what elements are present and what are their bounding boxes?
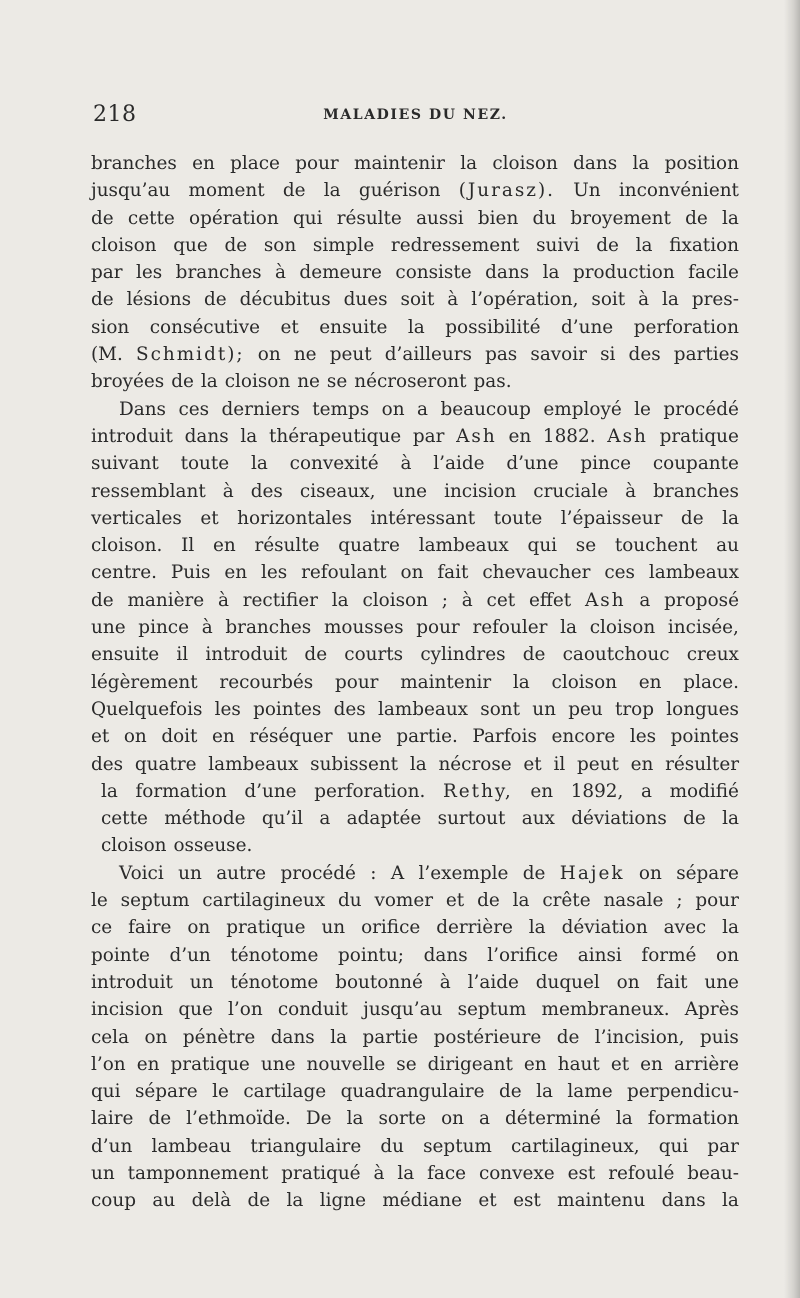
text-line: cela on pénètre dans la partie postérieure de l’incision, puis xyxy=(91,1026,739,1048)
text-line: cloison osseuse. xyxy=(101,835,253,857)
text-line: ressemblant à des ciseaux, une incision cruciale à branches xyxy=(91,480,739,502)
text-line: coup au delà de la ligne médiane et est maintenu dans la xyxy=(91,1190,739,1212)
page-header xyxy=(93,102,738,132)
text-line: de cette opération qui résulte aussi bien du broyement de la xyxy=(91,207,739,229)
text-line: Quelquefois les pointes des lambeaux sont un peu trop longues xyxy=(91,698,739,720)
running-title: MALADIES DU NEZ. xyxy=(323,107,508,123)
text-line: (M. Schmidt); on ne peut d’ailleurs pas savoir si des parties xyxy=(91,344,739,366)
text-line: le septum cartilagineux du vomer et de la crête nasale ; pour xyxy=(91,890,739,912)
body-text xyxy=(91,150,739,1215)
text-line: laire de l’ethmoïde. De la sorte on a déterminé la formation xyxy=(91,1108,739,1130)
text-line: jusqu’au moment de la guérison (Jurasz). Un inconvénient xyxy=(91,180,739,202)
text-line: une pince à branches mousses pour refouler la cloison incisée, xyxy=(91,617,739,639)
text-line: l’on en pratique une nouvelle se dirigeant en haut et en arrière xyxy=(91,1053,739,1075)
text-line: qui sépare le cartilage quadrangulaire de la lame perpendicu- xyxy=(91,1081,739,1103)
text-line: branches en place pour maintenir la cloison dans la position xyxy=(91,153,739,174)
text-line: cette méthode qu’il a adaptée surtout aux déviations de la xyxy=(101,808,739,830)
text-line: légèrement recourbés pour maintenir la cloison en place. xyxy=(91,671,739,693)
text-line: sion consécutive et ensuite la possibilité d’une perforation xyxy=(91,316,739,338)
text-line: d’un lambeau triangulaire du septum cartilagineux, qui par xyxy=(91,1135,739,1157)
text-line: Voici un autre procédé : A l’exemple de Hajek on sépare xyxy=(119,862,739,884)
text-line: introduit dans la thérapeutique par Ash en 1882. Ash pratique xyxy=(91,425,739,447)
page-edge-shadow xyxy=(784,0,800,1298)
text-line: incision que l’on conduit jusqu’au septum membraneux. Après xyxy=(91,999,739,1021)
text-line: broyées de la cloison ne se nécroseront pas. xyxy=(91,371,512,393)
text-line: des quatre lambeaux subissent la nécrose et il peut en résulter xyxy=(91,753,739,775)
text-line: de lésions de décubitus dues soit à l’opération, soit à la pres- xyxy=(91,289,739,311)
text-line: introduit un ténotome boutonné à l’aide duquel on fait une xyxy=(91,971,739,993)
text-line: cloison. Il en résulte quatre lambeaux qui se touchent au xyxy=(91,535,739,557)
text-line: verticales et horizontales intéressant toute l’épaisseur de la xyxy=(91,507,739,529)
text-line: la formation d’une perforation. Rethy, en 1892, a modifié xyxy=(101,780,739,802)
text-line: de manière à rectifier la cloison ; à cet effet Ash a proposé xyxy=(91,589,739,611)
text-line: ensuite il introduit de courts cylindres de caoutchouc creux xyxy=(91,644,739,666)
text-line: un tamponnement pratiqué à la face convexe est refoulé beau- xyxy=(91,1162,739,1184)
text-line: cloison que de son simple redressement suivi de la fixation xyxy=(91,234,739,256)
text-line: pointe d’un ténotome pointu; dans l’orifice ainsi formé on xyxy=(91,944,739,966)
text-line: centre. Puis en les refoulant on fait chevaucher ces lambeaux xyxy=(91,562,739,584)
text-line: suivant toute la convexité à l’aide d’une pince coupante xyxy=(91,453,739,475)
text-line: ce faire on pratique un orifice derrière la déviation avec la xyxy=(91,917,739,939)
text-line: et on doit en réséquer une partie. Parfois encore les pointes xyxy=(91,726,739,748)
page-number: 218 xyxy=(93,102,137,127)
text-line: Dans ces derniers temps on a beaucoup employé le procédé xyxy=(119,398,739,420)
text-line: par les branches à demeure consiste dans la production facile xyxy=(91,262,739,284)
